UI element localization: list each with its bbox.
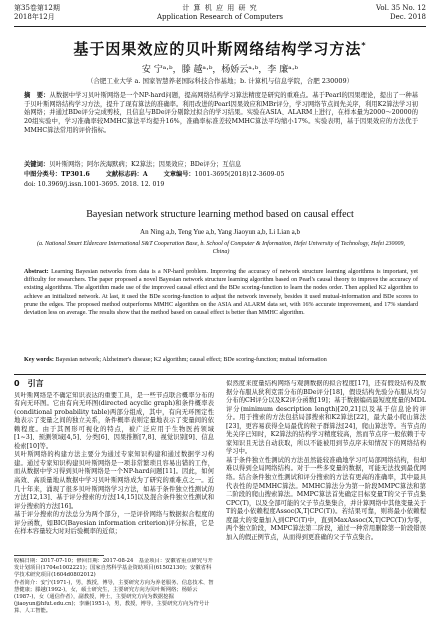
english-abstract-label: Abstract: <box>24 269 49 275</box>
english-keywords-label: Key words: <box>24 357 54 363</box>
abstract-rule <box>14 374 426 375</box>
classification-line <box>24 171 418 180</box>
english-title: Bayesian network structure learning method based on causal effect <box>86 209 354 220</box>
volume-cn: 第35卷第12期 <box>14 4 60 12</box>
english-abstract-text: Learning Bayesian networks from data is a NP-hard problem. Improving the accuracy of network structure learning algorithms is important, yet difficulty for researchers. The paper proposed a novel Bayesian network structure learning algorithm based on Pearl's causal theory to improve the accuracy of existing algorithms. The algorithm made use of the improved causal effect and the BDe scoring-function to learn the nodes order. Then applied K2 algorithm to achieve an initialized network. At last, it used the BDe scoring-function to adjust the network inversely, besides it used mutual-information and BDe scores to prune the edges. The proposed method outperforms MMHC algorithm on the ASIA and ALARM data set, with 16% accurate improvement, and 17% standard deviation less on average. The results show that the method based on causal effect is better than MMHC algorithm. <box>24 269 418 317</box>
keywords-cn <box>24 161 418 170</box>
english-abstract <box>24 268 418 317</box>
author-list: 安 宁ᵃ·ᵇ，滕 越ᵃ·ᵇ，杨娇云ᵃ·ᵇ，李 廉ᵃ·ᵇ <box>141 65 299 75</box>
volume-en: Vol. 35 No. 12 <box>375 4 426 12</box>
abstract-cn <box>24 92 418 136</box>
date-cn: 2018年12月 <box>14 13 55 21</box>
body-column-right <box>226 380 426 612</box>
body-column-left <box>14 380 214 551</box>
class-label: 中图分类号： <box>24 171 62 178</box>
article-no-label: 文章编号： <box>163 171 195 178</box>
english-keywords-text: Bayesian network; Alzheimer's disease; K2 algorithm; causal effect; BDe scoring-function; mutual information <box>55 357 327 363</box>
header-right <box>376 4 426 22</box>
english-authors: An Ning a,b, Teng Yue a,b, Yang Jiaoyun a,b, Li Lian a,b <box>140 228 300 236</box>
title-footnote-mark: * <box>361 41 367 50</box>
date-en: Dec. 2018 <box>390 13 426 21</box>
keywords-text: 贝叶斯网络；阿尔茨海默病；K2算法；因果效应；BDe评分；互信息 <box>49 161 242 168</box>
article-no: 1001-3695(2018)12-3609-05 <box>194 171 285 178</box>
footnote-rule <box>14 555 104 556</box>
header-rule <box>14 26 426 27</box>
running-header <box>0 0 440 26</box>
class-code: TP301.6 <box>61 171 90 178</box>
journal-name-cn: 计 算 机 应 用 研 究 <box>182 4 258 12</box>
body-text-left: 贝叶斯网络是不确定知识表达的重要工具，是一些节点联合概率分布的有向无环图。它由有向无环图(directed acyclic graph)和条件概率表(conditional probability table)两部分组成，其中，有向无环图定性地表示了变量之间的独立关系，条件概率表则定量地表示了变量间的依赖程度。由于其图形可视化的特点，被广泛应用于生物医药领域[1~3]、预测领域[4,5]、分类[6]、因果推断[7,8]、视觉识别[9]、信息检索[10]等。 贝叶斯网络的构建方法主要分为通过专家知识构建和通过数据学习构建。通过专家知识构建贝叶斯网络是一项非常繁琐且容易出错的工作，而从数据中学习得到贝叶斯网络是一个NP-hard问题[11]。因此，如何高效、高质量地从数据中学习贝叶斯网络成为了研究的重难点之一。近几十年来，涌现了很多贝叶斯网络学习方法，如基于条件独立性测试的方法[12,13]、基于评分搜索的方法[14,15]以及混合条件独立性测试和评分搜索的方法[16]。 基于评分搜索的方法总分为两个部分，一是评价网络与数据拟合程度的评分函数，如BIC(Bayesian information criterion)评分标准，它是在样本容量较大时对后验概率的近似； <box>14 391 214 536</box>
english-affiliation: (a. National Smart Eldercare International S&T Cooperation Base, b. School of Computer & Information, Hefei University of Technology, Hefei 230009, China) <box>36 241 406 255</box>
header-center <box>0 4 440 22</box>
affiliation: （合肥工业大学 a. 国家智慧养老国际科技合作基地；b. 计算机与信息学院，合肥 230009） <box>86 77 354 85</box>
abstract-text: 从数据中学习贝叶斯网络是一个NP-hard问题，提高网络结构学习算法精度是研究的重难点。基于Pearl的因果理论，提出了一种基于贝叶斯网络结构学习方法，提升了现有算法的准确率。利用改进的Pearl因果效应和MBr评分，学习网络节点间先关序，利用K2算法学习初始网络；并通过BDe评分完成剪枝，且信息与BDe评分剔除过拟合的学习结果。实验在ASIA、ALARM上进行，在样本量为2000～20000的20组实验中，学习准确率较MMHC算法平均提升16%，准确率标准差较MMHC算法平均缩小17%。实验表明，基于因果效应的方法优于MMHC算法常用的评价指标。 <box>24 92 419 134</box>
paper-title-text: 基于因果效应的贝叶斯网络结构学习方法 <box>73 40 362 58</box>
paper-title <box>0 38 440 59</box>
journal-name-en: Application Research of Computers <box>156 13 284 21</box>
body-text-right: 似然度来度量结构网络与观测数据的拟合程度[17]，还有假设结构及数据分布服从狄利克雷分布的BDe评分[18]，假设结构先验分布服从均匀分布的CH评分以及K2评分函数[19]；基于数据编码最短度度量的MDL评分(minimum description length)[20,21]以及基于信息论的评分。用于搜索的方法包括局部搜索和K2算法[22]，最大最小爬山算法[23]，更容易获得全局最优的粒子群算法[24]，爬山算法等。当节点的先关序已知时，K2算法的结构学习精度较高，然而节点序一般依赖于专家知识且无法自动获取，所以不能被用到节点序未知情况下的网络结构学习中。 基于条件独立性测试的方法虽然能较准确地学习可局部网络结构，但却难以得到全局网络结构。对于一些多变量的数据，可能无法找到最优网络。结合条件独立性测试和评分搜索的方法有更高的准确率，其中最具代表性的是MMHC算法。MMHC算法分为第一阶段MMPC算法和第二阶段的爬山搜索算法。MMPC算法首先确定目标变量T的父子节点集CPC(T)，以及全部可能的父子节点集集合，并计算网络中其他变量关于T的最小依赖程度Assoc(X,T|CPC(T))。若结果可靠，则将最小依赖程度最大的变量加入到CPC(T)中，直到MaxAssoc(X,T|CPC(T))为零，两个独立阶段，MMPC算法第二阶段，通过一种常用删除第一阶段错误加入的假正例节点，从而得到更准确的父子节点集合。 <box>226 380 426 541</box>
doc-code-label: 文献标志码： <box>105 171 143 178</box>
section-heading: 0 引言 <box>14 379 44 388</box>
doi: doi: 10.3969/j.issn.1001-3695. 2018. 12. 019 <box>24 181 165 188</box>
footnote: 收稿日期：2017-07-10；修回日期：2017-08-24 基金项目：安徽省重点研究与开发计划项目(1704e1002221)；国家自然科学基金资助项目(61502130)；安徽省科学技术研究项目(1604d0802012) 作者简介：安宁(1971-)，男，教授，博导，主要研究方向为养老服务、信息技术、智慧健康；滕越(1992-)，女，硕士研究生，主要研究方向为贝叶斯网络；杨娇云(1987-)，女（通信作者），副教授，博士，主要研究方向为数据挖掘(jiaoyun@hfut.edu.cn)；李廉(1951-)，男，教授，博导，主要研究方向为符号计算、人工智能。 <box>14 558 214 615</box>
keywords-label: 关键词： <box>24 161 50 168</box>
english-keywords <box>24 356 418 364</box>
doc-code: A <box>142 171 148 178</box>
abstract-label: 摘 要： <box>24 92 50 99</box>
